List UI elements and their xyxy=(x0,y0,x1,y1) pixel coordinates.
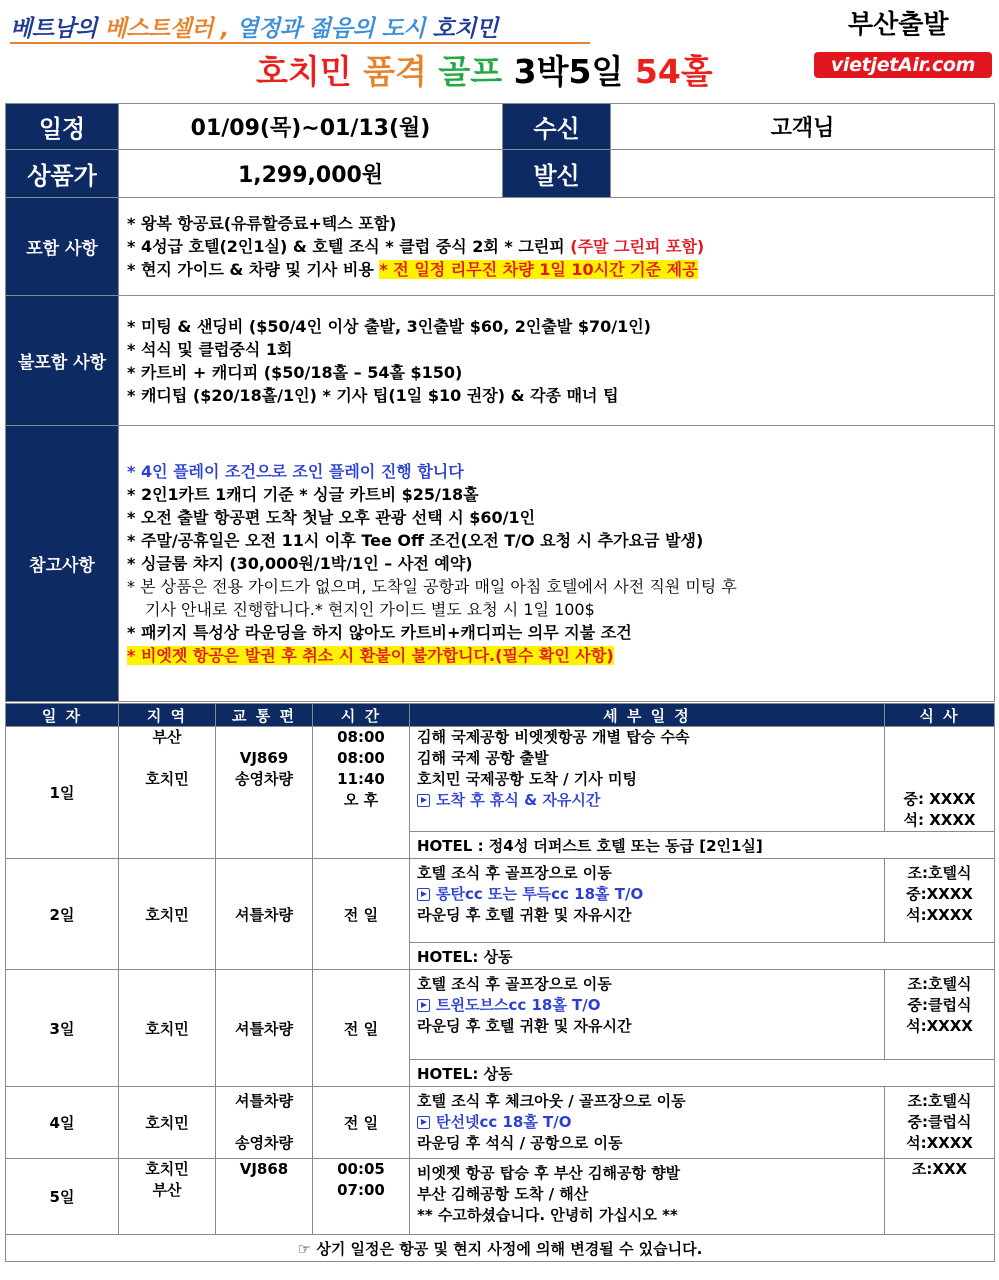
tagline-part-3: 열정과 젊음의 도시 xyxy=(236,16,426,42)
detail-line-highlight xyxy=(417,995,884,1016)
included-line-2b: (주말 그린피 포함) xyxy=(570,237,705,256)
transport-text: 셔틀차량 xyxy=(235,1092,293,1110)
detail-line: 부산 김해공항 도착 / 해산 xyxy=(417,1185,589,1203)
time-text: 오 후 xyxy=(343,791,379,809)
transport-text: 송영차량 xyxy=(235,770,293,788)
detail-line-highlight xyxy=(417,884,884,905)
day-1-detail xyxy=(410,727,885,832)
tagline-part-2: 베스트셀러 , xyxy=(104,16,229,42)
day-5-meal xyxy=(885,1159,995,1235)
schedule-label: 일정 xyxy=(6,104,119,150)
detail-text: 롱탄cc 또는 투득cc 18홀 T/O xyxy=(436,885,644,903)
included-line-3a: * 현지 가이드 & 차량 및 기사 비용 xyxy=(127,260,380,279)
excluded-line-1: * 미팅 & 샌딩비 ($50/4인 이상 출발, 3인출발 $60, 2인출발 $70/1인) xyxy=(127,316,651,336)
meal-text: 중: XXXX xyxy=(903,790,976,808)
region-text: 호치민 xyxy=(145,1160,189,1178)
meal-text: 중:클럽식 xyxy=(907,996,972,1014)
detail-line: 비엣젯 항공 탑승 후 부산 김해공항 향발 xyxy=(417,1164,681,1182)
detail-text: 트윈도브스cc 18홀 T/O xyxy=(436,996,601,1014)
day-2-transport: 셔틀차량 xyxy=(216,859,313,970)
transport-text: VJ868 xyxy=(239,1160,289,1178)
included-line-2 xyxy=(127,235,994,258)
excluded-label: 불포함 사항 xyxy=(6,296,119,426)
from-value xyxy=(611,150,995,198)
table-row xyxy=(6,1235,995,1262)
included-line-3 xyxy=(127,258,994,281)
play-icon xyxy=(417,999,430,1012)
play-icon xyxy=(417,888,430,901)
day-3-meal xyxy=(885,970,995,1060)
day-4: 4일 xyxy=(6,1087,119,1159)
day-4-detail xyxy=(410,1087,885,1159)
day-2-time: 전 일 xyxy=(313,859,410,970)
day-3-region: 호치민 xyxy=(119,970,216,1087)
transport-text: VJ869 xyxy=(239,749,289,767)
day-1-transport xyxy=(216,727,313,859)
tagline-part-1: 베트남의 xyxy=(10,16,97,42)
detail-line: 라운딩 후 호텔 귀환 및 자유시간 xyxy=(417,906,632,924)
notes-line-8: * 패키지 특성상 라운딩을 하지 않아도 카트비+캐디피는 의무 지불 조건 xyxy=(127,623,632,642)
day-1-time xyxy=(313,727,410,859)
notes-label: 참고사항 xyxy=(6,426,119,702)
detail-line-highlight xyxy=(417,1112,884,1133)
schedule-value: 01/09(목)~01/13(월) xyxy=(119,104,503,150)
day-2: 2일 xyxy=(6,859,119,970)
from-label: 발신 xyxy=(503,150,611,198)
day-4-meal xyxy=(885,1087,995,1159)
notes-line-7: 기사 안내로 진행합니다.* 현지인 가이드 별도 요청 시 1일 100$ xyxy=(145,600,595,619)
day-4-transport xyxy=(216,1087,313,1159)
detail-line-highlight xyxy=(417,790,884,811)
header-underline xyxy=(10,42,590,44)
meal-text: 석: XXXX xyxy=(903,811,976,829)
day-1-region xyxy=(119,727,216,859)
meal-text: 조:호텔식 xyxy=(907,975,972,993)
col-meal: 식 사 xyxy=(885,704,995,727)
detail-line: 라운딩 후 호텔 귀환 및 자유시간 xyxy=(417,1017,632,1035)
time-text: 11:40 xyxy=(337,770,385,788)
footer-note: ☞ 상기 일정은 항공 및 현지 사정에 의해 변경될 수 있습니다. xyxy=(6,1235,995,1262)
region-text: 부산 xyxy=(152,1181,182,1199)
detail-line: ** 수고하셨습니다. 안녕히 가십시오 ** xyxy=(417,1206,678,1224)
transport-text: 송영차량 xyxy=(235,1134,293,1152)
col-transport: 교 통 편 xyxy=(216,704,313,727)
day-5-transport xyxy=(216,1159,313,1235)
time-text: 07:00 xyxy=(337,1181,385,1199)
included-line-1: * 왕복 항공료(유류할증료+텍스 포함) xyxy=(127,214,397,233)
col-time: 시 간 xyxy=(313,704,410,727)
notes-content xyxy=(119,426,995,702)
page-title xyxy=(256,46,713,93)
time-text: 08:00 xyxy=(337,728,385,746)
day-3-transport: 셔틀차량 xyxy=(216,970,313,1087)
table-row xyxy=(6,859,995,943)
col-region: 지 역 xyxy=(119,704,216,727)
detail-line: 라운딩 후 석식 / 공항으로 이동 xyxy=(417,1134,623,1152)
header-tagline xyxy=(10,10,498,43)
meal-text: 석:XXXX xyxy=(906,906,973,924)
table-row xyxy=(6,727,995,832)
col-day: 일 자 xyxy=(6,704,119,727)
day-1: 1일 xyxy=(6,727,119,859)
time-text: 08:00 xyxy=(337,749,385,767)
day-5-region xyxy=(119,1159,216,1235)
included-line-3b: * 전 일정 리무진 차량 1일 10시간 기준 제공 xyxy=(379,260,698,279)
detail-line: 호텔 조식 후 골프장으로 이동 xyxy=(417,864,612,882)
detail-line: 호텔 조식 후 골프장으로 이동 xyxy=(417,975,612,993)
title-part-2: 품격 xyxy=(363,52,427,91)
notes-line-2: * 2인1카트 1캐디 기준 * 싱글 카트비 $25/18홀 xyxy=(127,485,479,504)
notes-line-6: * 본 상품은 전용 가이드가 없으며, 도착일 공항과 매일 아침 호텔에서 사전 직원 미팅 후 xyxy=(127,577,737,596)
excluded-line-4: * 캐디팁 ($20/18홀/1인) * 기사 팁(1일 $10 권장) & 각종 매너 팁 xyxy=(127,385,619,405)
day-5-detail xyxy=(410,1159,885,1235)
meal-text: 석:XXXX xyxy=(906,1134,973,1152)
day-1-hotel: HOTEL : 정4성 더퍼스트 호텔 또는 동급 [2인1실] xyxy=(410,832,995,859)
day-2-region: 호치민 xyxy=(119,859,216,970)
day-3-hotel: HOTEL: 상동 xyxy=(410,1060,995,1087)
region-text: 호치민 xyxy=(145,770,189,788)
day-2-hotel: HOTEL: 상동 xyxy=(410,943,995,970)
vietjet-logo: vietjetAir.com xyxy=(814,52,992,78)
table-row xyxy=(6,970,995,1060)
schedule-table xyxy=(5,703,995,1262)
excluded-line-3: * 카트비 + 캐디피 ($50/18홀 – 54홀 $150) xyxy=(127,362,463,382)
departure-label: 부산출발 xyxy=(848,10,949,40)
title-part-4: 3박5일 xyxy=(513,52,624,91)
detail-line: 김해 국제공항 비엣젯항공 개별 탑승 수속 xyxy=(417,728,690,746)
play-icon xyxy=(417,1116,430,1129)
notes-line-9 xyxy=(127,644,994,667)
detail-line: 호텔 조식 후 체크아웃 / 골프장으로 이동 xyxy=(417,1092,686,1110)
detail-text: 도착 후 휴식 & 자유시간 xyxy=(436,791,601,809)
meal-text: 석:XXXX xyxy=(906,1017,973,1035)
col-detail: 세 부 일 정 xyxy=(410,704,885,727)
meal-text: 조:XXX xyxy=(911,1160,968,1178)
meal-text: 조:호텔식 xyxy=(907,1092,972,1110)
included-line-2a: * 4성급 호텔(2인1실) & 호텔 조식 * 클럽 중식 2회 * 그린피 xyxy=(127,237,571,256)
meal-text: 조:호텔식 xyxy=(907,864,972,882)
price-label: 상품가 xyxy=(6,150,119,198)
table-row xyxy=(6,1087,995,1159)
detail-line: 호치민 국제공항 도착 / 기사 미팅 xyxy=(417,770,637,788)
day-3-time: 전 일 xyxy=(313,970,410,1087)
day-2-meal xyxy=(885,859,995,943)
notes-line-3: * 오전 출발 항공편 도착 첫날 오후 관광 선택 시 $60/1인 xyxy=(127,508,536,527)
to-label: 수신 xyxy=(503,104,611,150)
detail-text: 탄선넷cc 18홀 T/O xyxy=(436,1113,572,1131)
time-text: 00:05 xyxy=(337,1160,385,1178)
price-value: 1,299,000원 xyxy=(119,150,503,198)
day-5: 5일 xyxy=(6,1159,119,1235)
excluded-line-2: * 석식 및 클럽중식 1회 xyxy=(127,339,293,359)
included-label: 포함 사항 xyxy=(6,198,119,296)
detail-line: 김해 국제 공항 출발 xyxy=(417,749,549,767)
to-value: 고객님 xyxy=(611,104,995,150)
day-3: 3일 xyxy=(6,970,119,1087)
day-4-region: 호치민 xyxy=(119,1087,216,1159)
title-part-1: 호치민 xyxy=(256,52,352,91)
table-row xyxy=(6,1159,995,1235)
region-text: 부산 xyxy=(152,728,182,746)
meal-text: 중:클럽식 xyxy=(907,1113,972,1131)
notes-line-1: * 4인 플레이 조건으로 조인 플레이 진행 합니다 xyxy=(127,462,464,481)
tagline-part-4: 호치민 xyxy=(432,16,498,42)
day-2-detail xyxy=(410,859,885,943)
included-content xyxy=(119,198,995,296)
day-5-time xyxy=(313,1159,410,1235)
info-table xyxy=(5,103,995,702)
play-icon xyxy=(417,794,430,807)
notes-line-4: * 주말/공휴일은 오전 11시 이후 Tee Off 조건(오전 T/O 요청 시 추가요금 발생) xyxy=(127,531,704,550)
day-1-meal xyxy=(885,727,995,832)
schedule-header-row xyxy=(6,704,995,727)
day-3-detail xyxy=(410,970,885,1060)
excluded-content xyxy=(119,296,995,426)
notes-line-9-text: * 비엣젯 항공은 발권 후 취소 시 환불이 불가합니다.(필수 확인 사항) xyxy=(127,646,614,665)
day-4-time: 전 일 xyxy=(313,1087,410,1159)
title-part-5: 54홀 xyxy=(634,52,713,91)
title-part-3: 골프 xyxy=(438,52,503,91)
meal-text: 중:XXXX xyxy=(906,885,973,903)
notes-line-5: * 싱글룸 챠지 (30,000원/1박/1인 – 사전 예약) xyxy=(127,554,473,573)
